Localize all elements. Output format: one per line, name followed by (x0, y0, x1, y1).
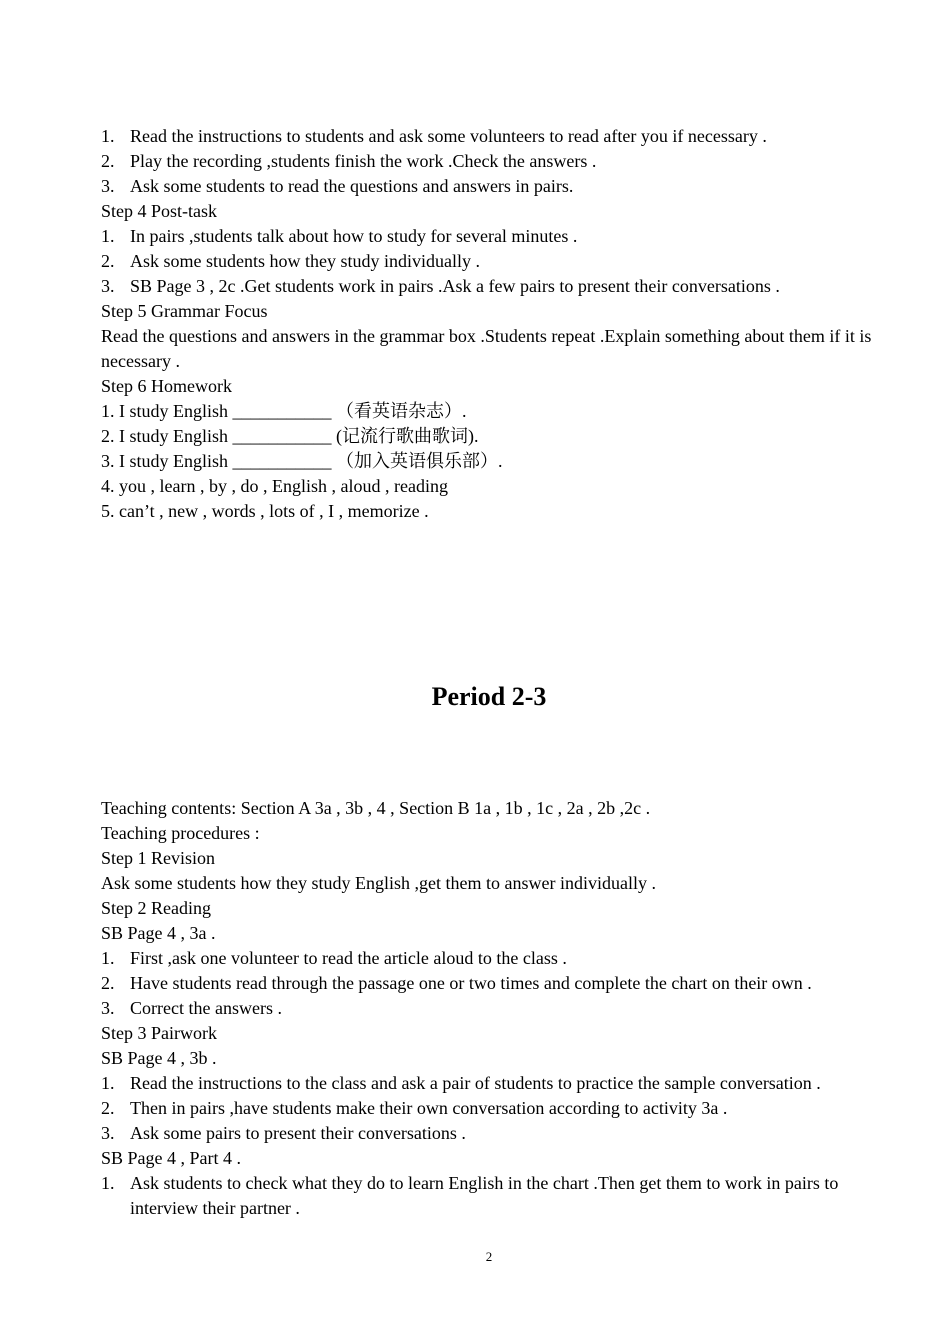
homework-item: 5. can’t , new , words , lots of , I , memorize . (101, 501, 429, 521)
list-item: 3. Correct the answers . (101, 998, 282, 1018)
list-item: 1. Read the instructions to students and ask some volunteers to read after you if necessary . (101, 126, 767, 146)
step-heading: Step 3 Pairwork (101, 1023, 217, 1043)
page-number: 2 (485, 1249, 493, 1264)
list-item: 2. Then in pairs ,have students make their own conversation according to activity 3a . (101, 1098, 728, 1118)
grammar-paragraph: Read the questions and answers in the grammar box .Students repeat .Explain something about them if it is necessary . (101, 326, 872, 371)
list-item: 3. Ask some pairs to present their conversations . (101, 1123, 466, 1143)
period-title: Period 2-3 (431, 682, 547, 711)
homework-item: 4. you , learn , by , do , English , aloud , reading (101, 476, 448, 496)
list-item: 2. Have students read through the passage one or two times and complete the chart on their own . (101, 973, 812, 993)
list-item: 1. In pairs ,students talk about how to study for several minutes . (101, 226, 578, 246)
list-item: 1. First ,ask one volunteer to read the article aloud to the class . (101, 948, 567, 968)
homework-item: 3. I study English ___________ （加入英语俱乐部）. (101, 451, 503, 471)
top-section (101, 124, 881, 524)
list-item: 3. SB Page 3 , 2c .Get students work in pairs .Ask a few pairs to present their conversations . (101, 276, 780, 296)
bottom-section (101, 796, 881, 1221)
sb-reference: SB Page 4 , 3a . (101, 923, 216, 943)
step-heading: Step 1 Revision (101, 848, 216, 868)
sb-reference: SB Page 4 , 3b . (101, 1048, 217, 1068)
teaching-contents: Teaching contents: Section A 3a , 3b , 4 , Section B 1a , 1b , 1c , 2a , 2b ,2c . (101, 798, 651, 818)
list-item: 1. Ask students to check what they do to learn English in the chart .Then get them to work in pairs to interview their partner . (101, 1173, 839, 1218)
homework-item: 2. I study English ___________ (记流行歌曲歌词). (101, 426, 479, 446)
homework-item: 1. I study English ___________ （看英语杂志）. (101, 401, 467, 421)
step-heading: Step 5 Grammar Focus (101, 301, 268, 321)
list-item: 2. Play the recording ,students finish the work .Check the answers . (101, 151, 597, 171)
teaching-procedures: Teaching procedures : (101, 823, 260, 843)
sb-reference: SB Page 4 , Part 4 . (101, 1148, 242, 1168)
step-heading: Step 4 Post-task (101, 201, 218, 221)
list-item: 2. Ask some students how they study individually . (101, 251, 480, 271)
list-item: 3. Ask some students to read the questions and answers in pairs. (101, 176, 574, 196)
step-heading: Step 2 Reading (101, 898, 211, 918)
step-heading: Step 6 Homework (101, 376, 232, 396)
revision-text: Ask some students how they study English ,get them to answer individually . (101, 873, 656, 893)
list-item: 1. Read the instructions to the class and ask a pair of students to practice the sample conversation . (101, 1073, 821, 1093)
